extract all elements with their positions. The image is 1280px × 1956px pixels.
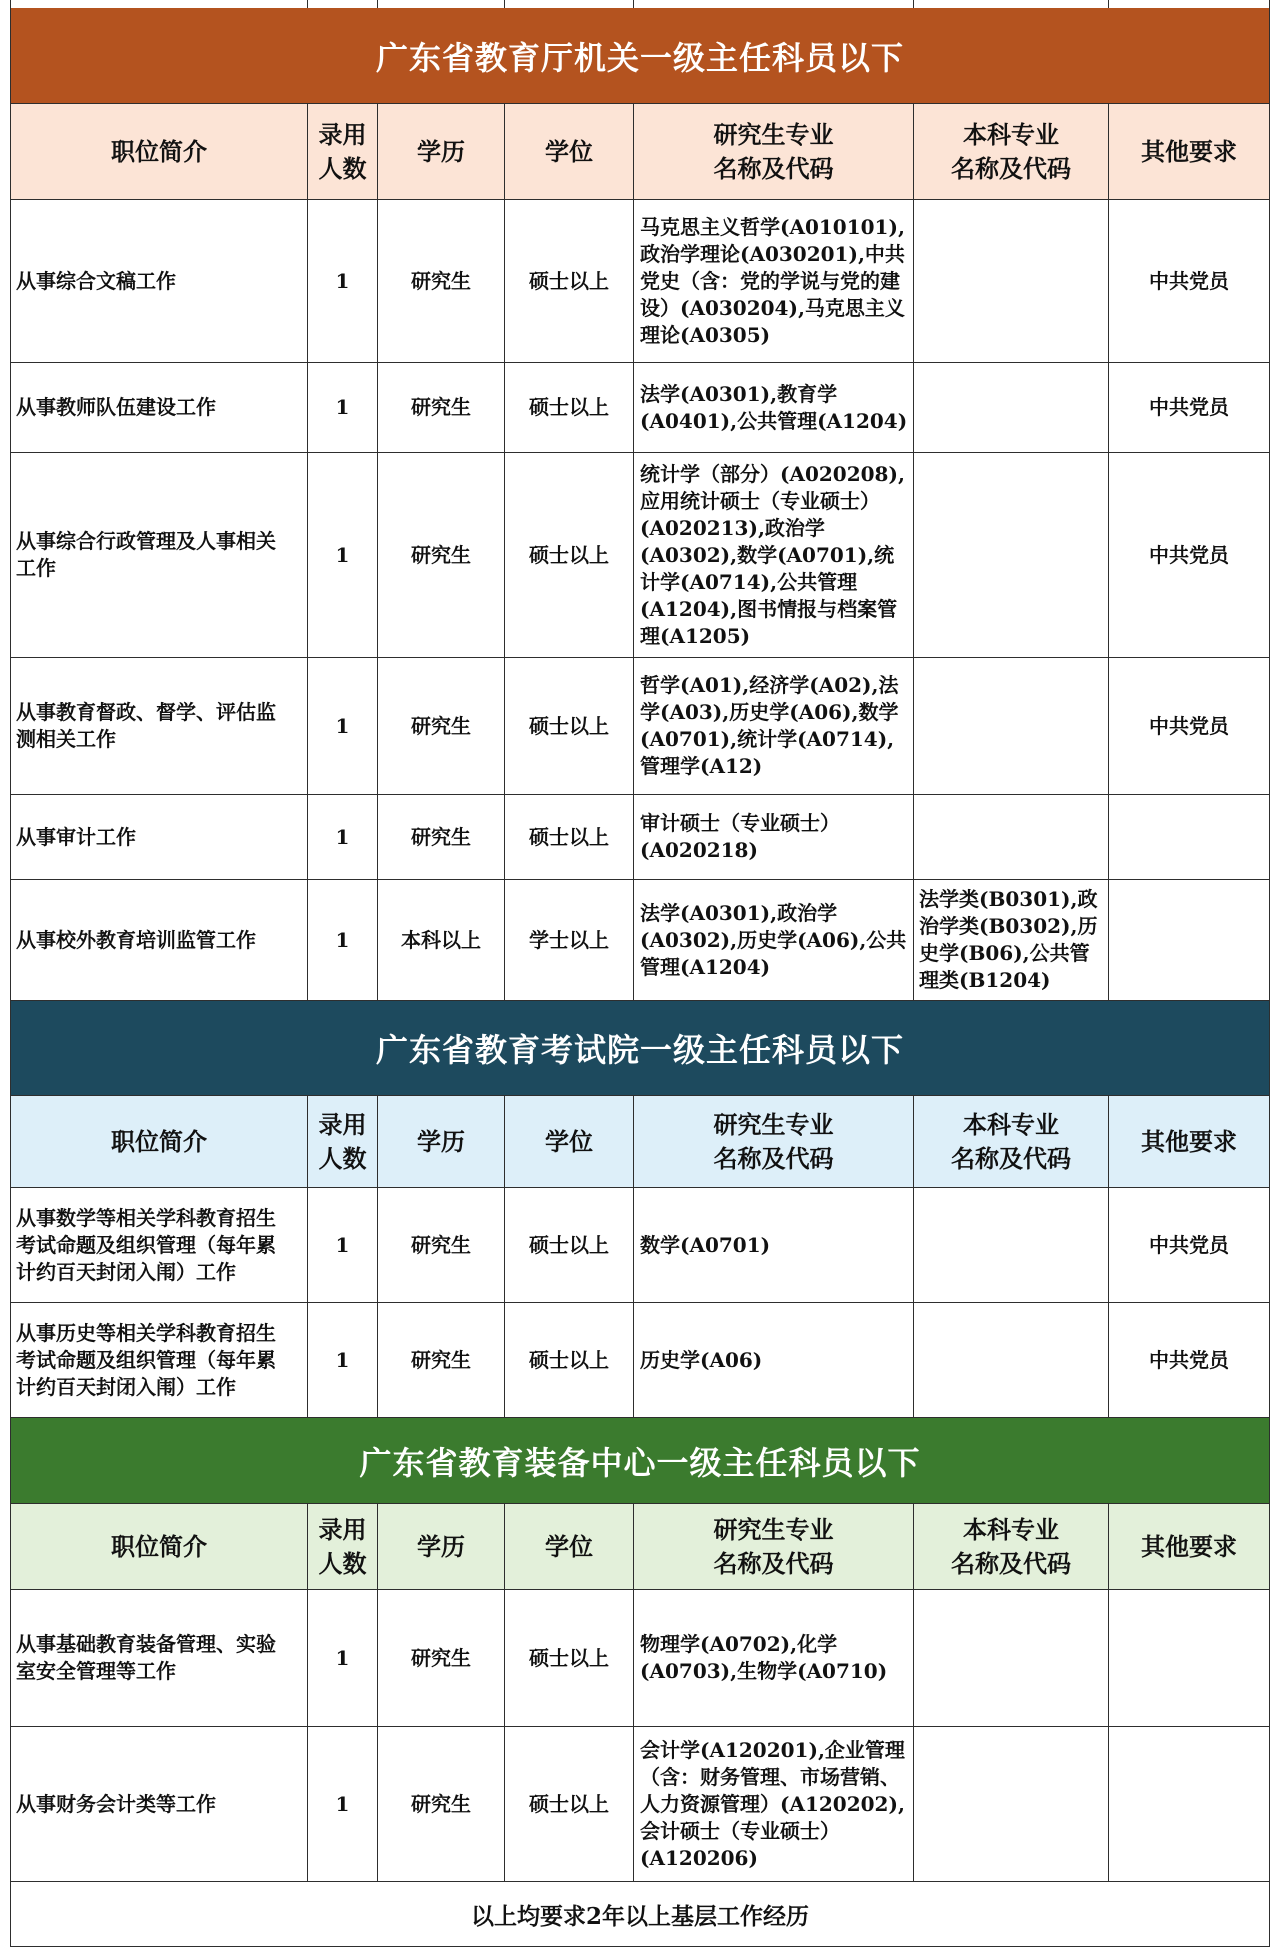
graduate-major: 统计学（部分）(A020208),应用统计硕士（专业硕士）(A020213),政治学(A0302),数学(A0701),统计学(A0714),公共管理(A1204),图书情报与档案管理(A1205) (634, 453, 914, 657)
column-header-education: 学历 (378, 1096, 505, 1187)
table-row (10, 363, 1270, 453)
degree-requirement: 硕士以上 (505, 200, 634, 362)
column-header-other: 其他要求 (1109, 104, 1270, 199)
position-description: 从事数学等相关学科教育招生考试命题及组织管理（每年累计约百天封闭入闱）工作 (10, 1188, 308, 1302)
degree-requirement: 硕士以上 (505, 1590, 634, 1726)
column-header-undergraduate-major: 本科专业 名称及代码 (914, 104, 1109, 199)
other-requirements: 中共党员 (1109, 200, 1270, 362)
position-description: 从事综合行政管理及人事相关工作 (10, 453, 308, 657)
degree-requirement: 硕士以上 (505, 1303, 634, 1417)
position-description: 从事审计工作 (10, 795, 308, 879)
column-header-degree: 学位 (505, 104, 634, 199)
section-title: 广东省教育考试院一级主任科员以下 (10, 1001, 1270, 1096)
other-requirements: 中共党员 (1109, 658, 1270, 794)
undergraduate-major (914, 453, 1109, 657)
table-row (10, 795, 1270, 880)
education-requirement: 研究生 (378, 1303, 505, 1417)
degree-requirement: 学士以上 (505, 880, 634, 1000)
column-header-education: 学历 (378, 104, 505, 199)
column-header-graduate-major: 研究生专业 名称及代码 (634, 1096, 914, 1187)
column-header-count: 录用 人数 (308, 1504, 378, 1589)
table-row (10, 1590, 1270, 1727)
other-requirements (1109, 795, 1270, 879)
hiring-count: 1 (308, 1188, 378, 1302)
graduate-major: 物理学(A0702),化学(A0703),生物学(A0710) (634, 1590, 914, 1726)
table-row (10, 453, 1270, 658)
position-description: 从事教育督政、督学、评估监测相关工作 (10, 658, 308, 794)
education-requirement: 本科以上 (378, 880, 505, 1000)
edge-cell (1109, 0, 1270, 8)
edge-cell (308, 0, 378, 8)
section-title: 广东省教育厅机关一级主任科员以下 (10, 8, 1270, 104)
column-header-row (10, 1096, 1270, 1188)
other-requirements: 中共党员 (1109, 1188, 1270, 1302)
other-requirements (1109, 880, 1270, 1000)
education-requirement: 研究生 (378, 658, 505, 794)
undergraduate-major (914, 1727, 1109, 1881)
undergraduate-major: 法学类(B0301),政治学类(B0302),历史学(B06),公共管理类(B1204) (914, 880, 1109, 1000)
degree-requirement: 硕士以上 (505, 1727, 634, 1881)
edge-cell (10, 0, 308, 8)
hiring-count: 1 (308, 1590, 378, 1726)
edge-cell (634, 0, 914, 8)
graduate-major: 历史学(A06) (634, 1303, 914, 1417)
column-header-row (10, 1504, 1270, 1590)
undergraduate-major (914, 1188, 1109, 1302)
graduate-major: 哲学(A01),经济学(A02),法学(A03),历史学(A06),数学(A0701),统计学(A0714),管理学(A12) (634, 658, 914, 794)
education-requirement: 研究生 (378, 1590, 505, 1726)
education-requirement: 研究生 (378, 795, 505, 879)
column-header-count: 录用 人数 (308, 104, 378, 199)
hiring-count: 1 (308, 1727, 378, 1881)
undergraduate-major (914, 658, 1109, 794)
graduate-major: 法学(A0301),政治学(A0302),历史学(A06),公共管理(A1204) (634, 880, 914, 1000)
column-header-education: 学历 (378, 1504, 505, 1589)
position-description: 从事校外教育培训监管工作 (10, 880, 308, 1000)
table-row (10, 658, 1270, 795)
graduate-major: 数学(A0701) (634, 1188, 914, 1302)
undergraduate-major (914, 200, 1109, 362)
education-requirement: 研究生 (378, 453, 505, 657)
position-description: 从事财务会计类等工作 (10, 1727, 308, 1881)
other-requirements (1109, 1590, 1270, 1726)
other-requirements: 中共党员 (1109, 453, 1270, 657)
edge-cell (914, 0, 1109, 8)
degree-requirement: 硕士以上 (505, 453, 634, 657)
education-requirement: 研究生 (378, 1188, 505, 1302)
hiring-count: 1 (308, 453, 378, 657)
undergraduate-major (914, 363, 1109, 452)
edge-cell (505, 0, 634, 8)
column-header-other: 其他要求 (1109, 1096, 1270, 1187)
hiring-count: 1 (308, 658, 378, 794)
graduate-major: 马克思主义哲学(A010101),政治学理论(A030201),中共党史（含：党的学说与党的建设）(A030204),马克思主义理论(A0305) (634, 200, 914, 362)
graduate-major: 审计硕士（专业硕士）(A020218) (634, 795, 914, 879)
undergraduate-major (914, 795, 1109, 879)
position-description: 从事综合文稿工作 (10, 200, 308, 362)
column-header-row (10, 104, 1270, 200)
hiring-count: 1 (308, 1303, 378, 1417)
column-header-undergraduate-major: 本科专业 名称及代码 (914, 1504, 1109, 1589)
position-description: 从事教师队伍建设工作 (10, 363, 308, 452)
position-description: 从事基础教育装备管理、实验室安全管理等工作 (10, 1590, 308, 1726)
table-row (10, 880, 1270, 1001)
edge-cell (378, 0, 505, 8)
hiring-count: 1 (308, 880, 378, 1000)
recruitment-table (10, 0, 1270, 1947)
column-header-degree: 学位 (505, 1504, 634, 1589)
footer-note: 以上均要求2年以上基层工作经历 (10, 1882, 1270, 1947)
column-header-count: 录用 人数 (308, 1096, 378, 1187)
other-requirements (1109, 1727, 1270, 1881)
column-header-graduate-major: 研究生专业 名称及代码 (634, 1504, 914, 1589)
column-header-undergraduate-major: 本科专业 名称及代码 (914, 1096, 1109, 1187)
other-requirements: 中共党员 (1109, 363, 1270, 452)
table-row (10, 1303, 1270, 1418)
hiring-count: 1 (308, 795, 378, 879)
graduate-major: 法学(A0301),教育学(A0401),公共管理(A1204) (634, 363, 914, 452)
column-header-position: 职位简介 (10, 1504, 308, 1589)
education-requirement: 研究生 (378, 200, 505, 362)
column-header-position: 职位简介 (10, 1096, 308, 1187)
column-header-position: 职位简介 (10, 104, 308, 199)
graduate-major: 会计学(A120201),企业管理（含：财务管理、市场营销、人力资源管理）(A120202),会计硕士（专业硕士）(A120206) (634, 1727, 914, 1881)
degree-requirement: 硕士以上 (505, 363, 634, 452)
section-title: 广东省教育装备中心一级主任科员以下 (10, 1418, 1270, 1504)
table-row (10, 200, 1270, 363)
table-row (10, 1727, 1270, 1882)
column-header-degree: 学位 (505, 1096, 634, 1187)
other-requirements: 中共党员 (1109, 1303, 1270, 1417)
degree-requirement: 硕士以上 (505, 658, 634, 794)
table-row (10, 1188, 1270, 1303)
previous-table-edge (10, 0, 1270, 8)
position-description: 从事历史等相关学科教育招生考试命题及组织管理（每年累计约百天封闭入闱）工作 (10, 1303, 308, 1417)
education-requirement: 研究生 (378, 1727, 505, 1881)
hiring-count: 1 (308, 363, 378, 452)
undergraduate-major (914, 1590, 1109, 1726)
column-header-other: 其他要求 (1109, 1504, 1270, 1589)
education-requirement: 研究生 (378, 363, 505, 452)
undergraduate-major (914, 1303, 1109, 1417)
degree-requirement: 硕士以上 (505, 795, 634, 879)
column-header-graduate-major: 研究生专业 名称及代码 (634, 104, 914, 199)
degree-requirement: 硕士以上 (505, 1188, 634, 1302)
hiring-count: 1 (308, 200, 378, 362)
